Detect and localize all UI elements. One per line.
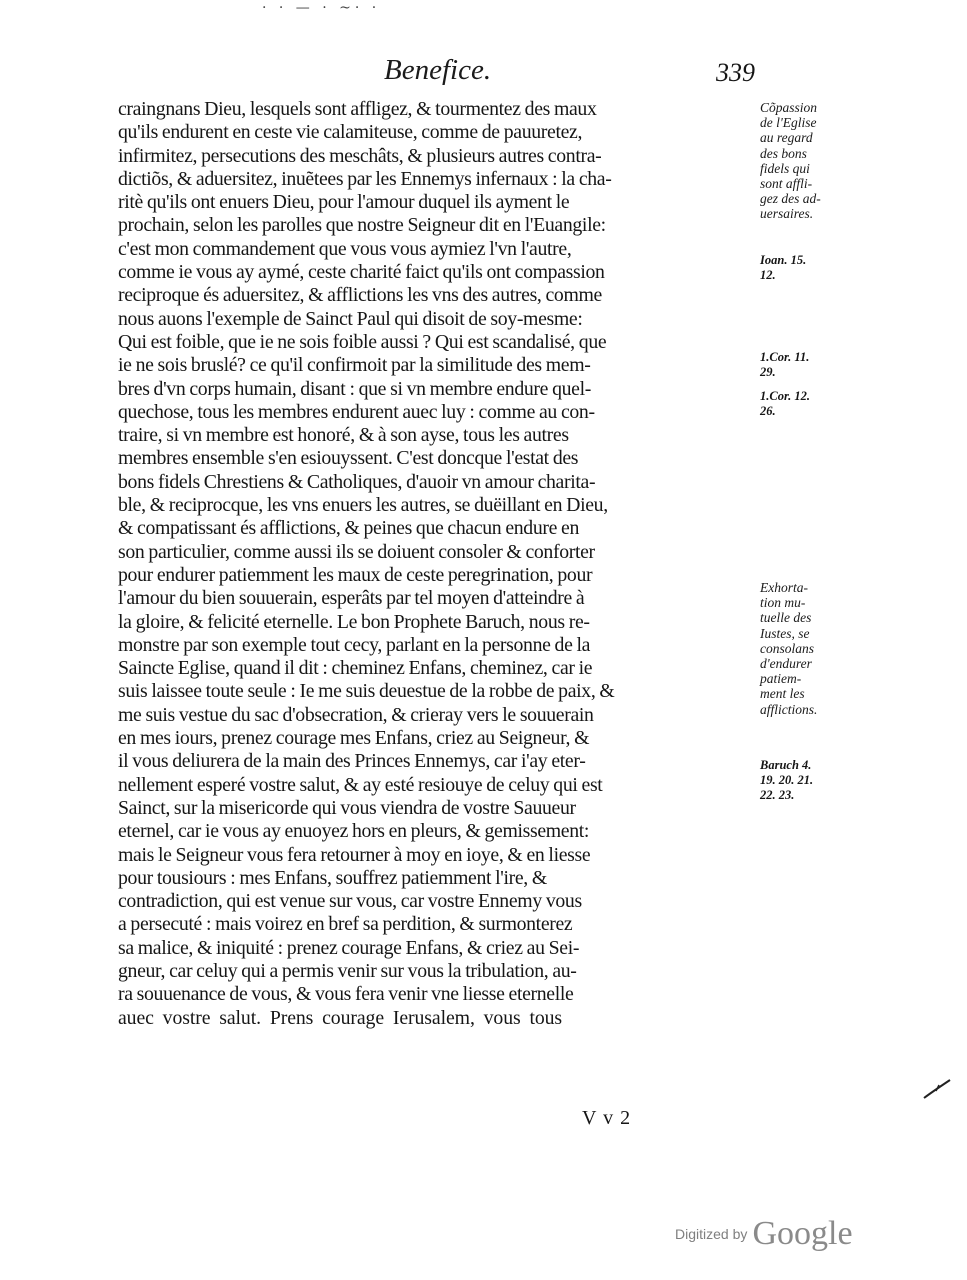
signature-mark: V v 2 — [582, 1107, 632, 1129]
text-line: qu'ils endurent en ceste vie calamiteuse, comme de pauuretez, — [118, 121, 583, 144]
text-line: monstre par son exemple tout cecy, parlant en la personne de la — [118, 633, 591, 656]
margin-note-line: ment les — [760, 686, 805, 702]
text-line: prochain, selon les parolles que nostre Seigneur dit en l'Euangile: — [118, 214, 606, 237]
text-line: traire, si vn membre est honoré, & à son ayse, tous les autres — [118, 424, 569, 447]
text-line: auec vostre salut. Prens courage Ierusalem, vous tous — [118, 1006, 563, 1029]
margin-note-line: Ioan. 15. — [760, 253, 807, 267]
text-line: ble, & reciprocque, les vns enuers les autres, se duëillant en Dieu, — [118, 494, 608, 517]
margin-note-exhortation — [760, 580, 846, 717]
margin-note-line: 12. — [760, 268, 776, 282]
text-line: en mes iours, prenez courage mes Enfans, criez au Seigneur, & — [118, 727, 590, 750]
margin-note-line: 19. 20. 21. — [760, 773, 814, 787]
digitized-label: Digitized by — [675, 1226, 748, 1242]
text-line: ra souuenance de vous, & vous fera venir vne liesse eternelle — [118, 983, 574, 1006]
margin-ref-baruch — [760, 758, 846, 803]
text-line: comme ie vous ay aymé, ceste charité faict qu'ils ont compassion — [118, 261, 605, 284]
main-text-block — [118, 98, 758, 1030]
text-line: Sainct, sur la misericorde qui vous viendra de vostre Sauueur — [118, 796, 576, 819]
margin-note-line: 1.Cor. 11. — [760, 350, 810, 364]
text-line: eternel, car ie vous ay enuoyez hors en pleurs, & gemissement: — [118, 820, 590, 843]
margin-note-line: afflictions. — [760, 701, 818, 717]
margin-note-line: fidels qui — [760, 160, 810, 176]
margin-note-line: au regard — [760, 130, 813, 146]
text-line: son particulier, comme aussi ils se doiuent consoler & conforter — [118, 540, 595, 563]
running-title: Benefice. — [384, 54, 492, 86]
digitized-by-watermark — [675, 1215, 853, 1253]
text-line: quechose, tous les membres endurent auec luy : comme au con- — [118, 400, 595, 423]
margin-note-line: consolans — [760, 640, 814, 656]
text-line: gneur, car celuy qui a permis venir sur vous la tribulation, au- — [118, 959, 577, 982]
text-line: sa malice, & iniquité : prenez courage Enfans, & criez au Sei- — [118, 936, 580, 959]
text-line: la gloire, & felicité eternelle. Le bon Prophete Baruch, nous re- — [118, 610, 590, 633]
margin-note-line: Iustes, se — [760, 625, 810, 641]
margin-ref-cor-12 — [760, 389, 846, 419]
margin-note-line: de l'Eglise — [760, 115, 817, 131]
text-line: bons fidels Chrestiens & Catholiques, d'auoir vn amour charita- — [118, 470, 596, 493]
text-line: me suis vestue du sac d'obsecration, & crieray vers le souuerain — [118, 703, 594, 726]
text-line: bres d'vn corps humain, disant : que si vn membre endure quel- — [118, 377, 591, 400]
margin-note-compassion — [760, 100, 846, 222]
text-line: contradiction, qui est venue sur vous, car vostre Ennemy vous — [118, 890, 582, 913]
text-line: a persecuté : mais voirez en bref sa perdition, & surmonterez — [118, 913, 573, 936]
google-wordmark: Google — [752, 1215, 853, 1252]
text-line: ie ne sois bruslé? ce qu'il confirmoit par la similitude des mem- — [118, 354, 591, 377]
text-line: Qui est foible, que ie ne sois foible aussi ? Qui est scandalisé, que — [118, 330, 607, 353]
text-line: Saincte Eglise, quand il dit : cheminez Enfans, cheminez, car ie — [118, 657, 593, 680]
text-line: il vous deliurera de la main des Princes Ennemys, car i'ay eter- — [118, 750, 586, 773]
text-line: nellement esperé vostre salut, & ay esté resiouye de celuy qui est — [118, 773, 603, 796]
text-line: pour endurer patiemment les maux de ceste peregrination, pour — [118, 563, 593, 586]
margin-note-line: 26. — [760, 404, 776, 418]
margin-note-line: 29. — [760, 365, 776, 379]
text-line: nous auons l'exemple de Sainct Paul qui disoit de soy-mesme: — [118, 307, 583, 330]
margin-ref-cor-11 — [760, 350, 846, 380]
margin-note-line: uersaires. — [760, 206, 814, 222]
text-line: c'est mon commandement que vous vous aymiez l'vn l'autre, — [118, 237, 572, 260]
margin-note-line: des bons — [760, 145, 807, 161]
margin-note-line: Exhorta- — [760, 580, 808, 595]
text-line: pour tousiours : mes Enfans, souffrez patiemment l'ire, & — [118, 866, 547, 889]
page-number: 339 — [716, 58, 755, 87]
margin-note-line: 1.Cor. 12. — [760, 389, 811, 403]
margin-note-line: tion mu- — [760, 595, 806, 611]
margin-ref-ioan — [760, 253, 846, 283]
text-line: & compatissant és afflictions, & peines que chacun endure en — [118, 517, 580, 540]
margin-note-line: Baruch 4. — [760, 758, 812, 772]
text-line: membres ensemble s'en esiouyssent. C'est doncque l'estat des — [118, 447, 579, 470]
top-edge-marks: · · — · ~· · — [262, 0, 381, 16]
text-line: suis laissee toute seule : Ie me suis deuestue de la robbe de paix, & — [118, 680, 615, 703]
text-line: mais le Seigneur vous fera retourner à moy en ioye, & en liesse — [118, 843, 591, 866]
margin-note-line: 22. 23. — [760, 788, 795, 802]
text-line: infirmitez, persecutions des meschâts, & plusieurs autres contra- — [118, 144, 602, 167]
margin-note-line: sont affli- — [760, 176, 813, 192]
text-line: l'amour du bien souuerain, esperâts par tel moyen d'atteindre à — [118, 587, 585, 610]
margin-note-line: gez des ad- — [760, 191, 821, 207]
margin-note-line: patiem- — [760, 671, 802, 687]
margin-note-line: Cõpassion — [760, 100, 818, 115]
text-line: reciproque és aduersitez, & afflictions les vns des autres, comme — [118, 284, 602, 307]
margin-note-line: d'endurer — [760, 656, 812, 672]
text-line: craingnans Dieu, lesquels sont affligez, & tourmentez des maux — [118, 98, 597, 120]
margin-note-line: tuelle des — [760, 610, 812, 626]
text-line: ritè qu'ils ont enuers Dieu, pour l'amour duquel ils ayment le — [118, 191, 570, 214]
ink-mark-icon — [922, 1078, 952, 1100]
text-line: dictiõs, & aduersitez, inuẽtees par les Ennemys infernaux : la cha- — [118, 167, 612, 190]
